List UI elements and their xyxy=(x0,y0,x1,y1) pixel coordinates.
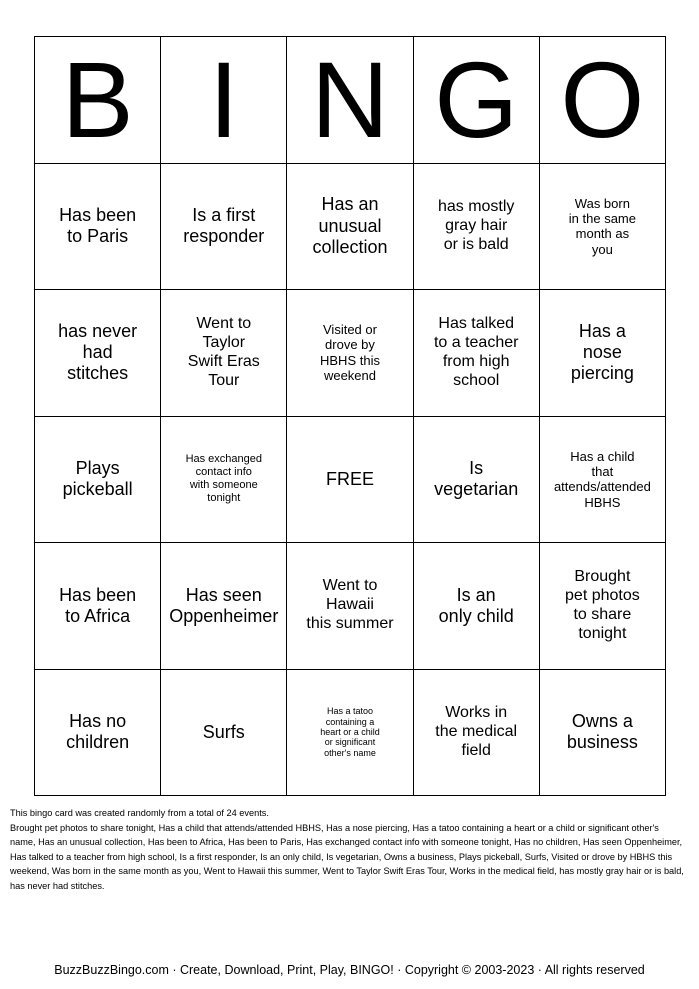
bingo-cell: Brought pet photos to share tonight xyxy=(540,543,666,670)
bingo-cell: Has exchanged contact info with someone tonight xyxy=(161,417,287,544)
bingo-cell: Has been to Africa xyxy=(35,543,161,670)
bingo-cell: Has a tatoo containing a heart or a child or significant other's name xyxy=(287,670,413,797)
header-letter-o: O xyxy=(540,37,666,164)
bingo-cell: Has been to Paris xyxy=(35,164,161,291)
bingo-cell: Surfs xyxy=(161,670,287,797)
bingo-card xyxy=(34,36,666,796)
bingo-cell: Visited or drove by HBHS this weekend xyxy=(287,290,413,417)
bingo-cell: Plays pickeball xyxy=(35,417,161,544)
bingo-cell: Has a child that attends/attended HBHS xyxy=(540,417,666,544)
bingo-cell: has never had stitches xyxy=(35,290,161,417)
header-letter-b: B xyxy=(35,37,161,164)
bingo-cell: Owns a business xyxy=(540,670,666,797)
header-letter-n: N xyxy=(287,37,413,164)
bingo-cell: Is a first responder xyxy=(161,164,287,291)
info-summary: This bingo card was created randomly from a total of 24 events. xyxy=(10,808,269,818)
bingo-cell: Has a nose piercing xyxy=(540,290,666,417)
bingo-cell: Was born in the same month as you xyxy=(540,164,666,291)
bingo-cell: Is an only child xyxy=(414,543,540,670)
bingo-cell: Has an unusual collection xyxy=(287,164,413,291)
bingo-cell: Went to Hawaii this summer xyxy=(287,543,413,670)
bingo-cell: Has talked to a teacher from high school xyxy=(414,290,540,417)
bingo-cell: Is vegetarian xyxy=(414,417,540,544)
bingo-cell: Went to Taylor Swift Eras Tour xyxy=(161,290,287,417)
header-letter-g: G xyxy=(414,37,540,164)
header-letter-i: I xyxy=(161,37,287,164)
bingo-cell: Has seen Oppenheimer xyxy=(161,543,287,670)
bingo-cell: Works in the medical field xyxy=(414,670,540,797)
footer-copyright: BuzzBuzzBingo.com · Create, Download, Print, Play, BINGO! · Copyright © 2003-2023 · All rights reserved xyxy=(54,963,645,977)
card-info xyxy=(10,806,685,893)
free-space-cell: FREE xyxy=(287,417,413,544)
bingo-cell: has mostly gray hair or is bald xyxy=(414,164,540,291)
bingo-cell: Has no children xyxy=(35,670,161,797)
info-event-list: Brought pet photos to share tonight, Has a child that attends/attended HBHS, Has a nose piercing, Has a tatoo containing a heart or a child or significant other's name, Has an unusual collection, Has been to Africa, Has been to Paris, Has exchanged contact info with someone tonight, Has no children, Has seen Oppenheimer, Has talked to a teacher from high school, Is a first responder, Is an only child, Is vegetarian, Owns a business, Plays pickeball, Surfs, Visited or drove by HBHS this weekend, Was born in the same month as you, Went to Hawaii this summer, Went to Taylor Swift Eras Tour, Works in the medical field, has mostly gray hair or is bald, has never had stitches. xyxy=(10,822,684,891)
